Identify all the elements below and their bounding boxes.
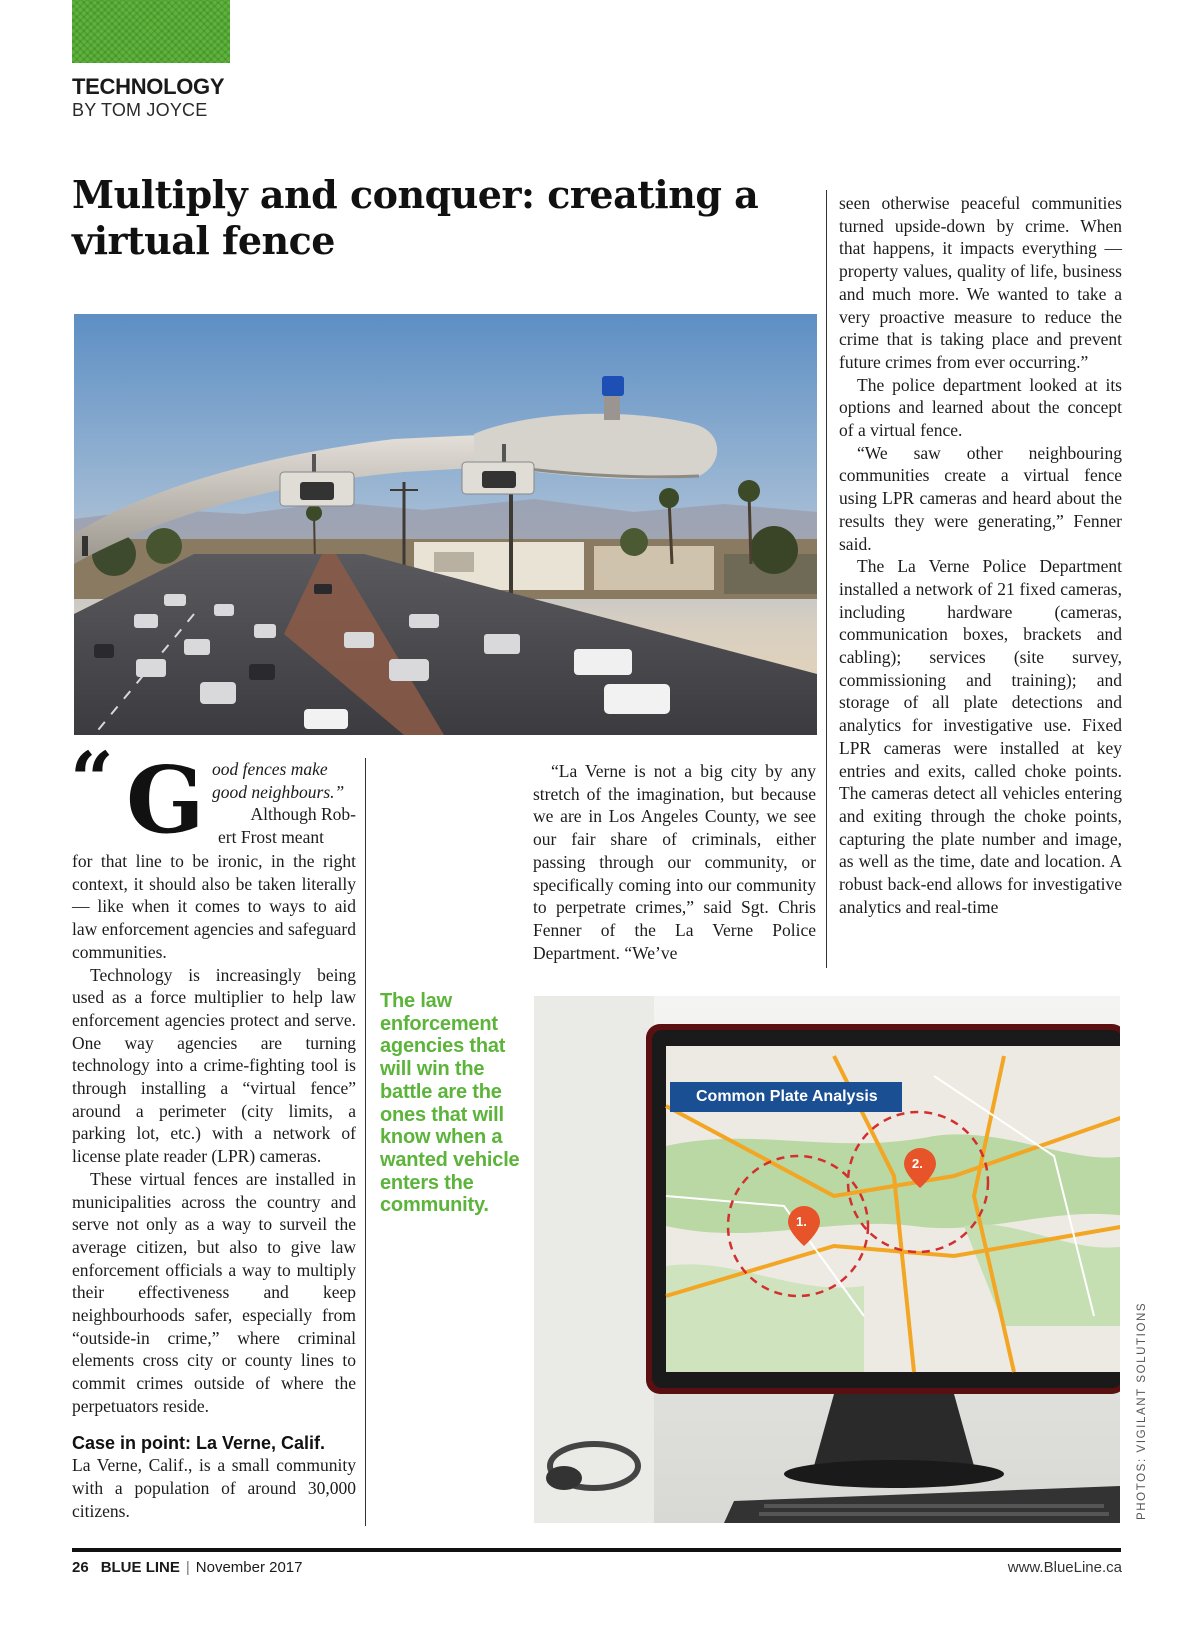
lpr-camera-street-photo <box>74 314 817 735</box>
photo-credit: PHOTOS: VIGILANT SOLUTIONS <box>1136 1301 1148 1520</box>
body-paragraph: These virtual fences are installed in municipalities across the country and serve not only as a way to surveil the average citizen, but also to give law enforcement officials a way to multiply their effectiveness and keep neighbourhoods safer, especially from “outside-in crime,” where criminal elements cross city or county lines to commit crimes outside of where the perpetuators reside. <box>72 1168 356 1416</box>
map-pin-1-label: 1. <box>796 1214 807 1229</box>
lead-line-2: good neighbours.” <box>212 781 345 802</box>
page-number: 26 <box>72 1559 89 1576</box>
subhead: Case in point: La Verne, Calif. <box>72 1432 326 1453</box>
map-title-label: Common Plate Analysis <box>670 1082 902 1112</box>
lead-lines <box>212 758 356 849</box>
footer-separator: | <box>185 1559 190 1576</box>
body-paragraph: The police department looked at its options and learned about the concept of a virtual fence. <box>839 374 1122 441</box>
lead-line-4: ert Frost meant <box>218 827 324 848</box>
body-paragraph: The La Verne Police Department installed a network of 21 fixed cameras, including hardware (cameras, communication boxes, brackets and cabling); services (site survey, commissioning and training); and storage of all plate detections and analytics for investigative use. Fixed LPR cameras were installed at key entries and exits, called choke points. The cameras detect all vehicles entering and exiting through the choke points, capturing the plate number and image, as well as the time, date and location. A robust back-end allows for investigative analytics and real-time <box>839 556 1122 917</box>
article-column-1 <box>70 735 356 1522</box>
article-column-3 <box>839 192 1122 919</box>
plate-analysis-monitor-photo <box>534 996 1120 1523</box>
section-label: TECHNOLOGY <box>72 74 225 99</box>
byline: BY TOM JOYCE <box>72 100 208 120</box>
body-paragraph: La Verne, Calif., is a small community with a population of around 30,000 citizens. <box>72 1455 356 1521</box>
magazine-name: BLUE LINE <box>100 1559 180 1576</box>
magazine-url[interactable]: www.BlueLine.ca <box>1007 1559 1122 1576</box>
body-paragraph: seen otherwise peaceful communities turned upside-down by crime. When that happens, it impacts everything — property values, quality of life, business and much more. We wanted to take a very proactive measure to reduce the crime that is taking place and prevent future crimes from ever occurring.” <box>839 193 1122 372</box>
body-paragraph: Technology is increasingly being used as a force multiplier to help law enforcement agencies protect and serve. One way agencies are turning technology into a crime-fighting tool is through installing a “virtual fence” around a perimeter (city limits, a parking lot, etc.) with a network of license plate reader (LPR) cameras. <box>72 964 356 1167</box>
body-paragraph: for that line to be ironic, in the right context, it should also be taken literally — like when it comes to ways to aid law enforcement agencies and safeguard communities. <box>72 851 356 962</box>
footer-left <box>72 1559 303 1576</box>
lead-line-1: ood fences make <box>212 759 328 779</box>
lead-line-3: Although Rob- <box>250 804 356 825</box>
issue-date: November 2017 <box>195 1559 303 1576</box>
column-rule <box>826 190 827 968</box>
section-color-block <box>72 0 230 63</box>
column-rule <box>365 758 366 1526</box>
map-pin-2-label: 2. <box>912 1156 923 1171</box>
article-column-2 <box>533 760 816 964</box>
body-paragraph: “We saw other neighbouring communities create a virtual fence using LPR cameras and heard about the results they were generating,” Fenner said. <box>839 442 1122 554</box>
opening-quote-mark: “ <box>70 735 114 824</box>
headline: Multiply and conquer: creating a virtual fence <box>72 172 759 263</box>
body-paragraph: “La Verne is not a big city by any stretch of the imagination, but because we are in Los Angeles County, we see our fair share of criminals, either passing through our community, or specifically coming into our community to perpetrate crimes,” said Sgt. Chris Fenner of the La Verne Police Department. “We’ve <box>533 761 816 963</box>
pull-quote: The law enforcement agencies that will win the battle are the ones that will know when a wanted vehicle enters the community. <box>380 990 520 1217</box>
lead-block <box>70 735 356 854</box>
drop-cap: G <box>126 746 205 854</box>
footer-rule <box>72 1548 1121 1552</box>
